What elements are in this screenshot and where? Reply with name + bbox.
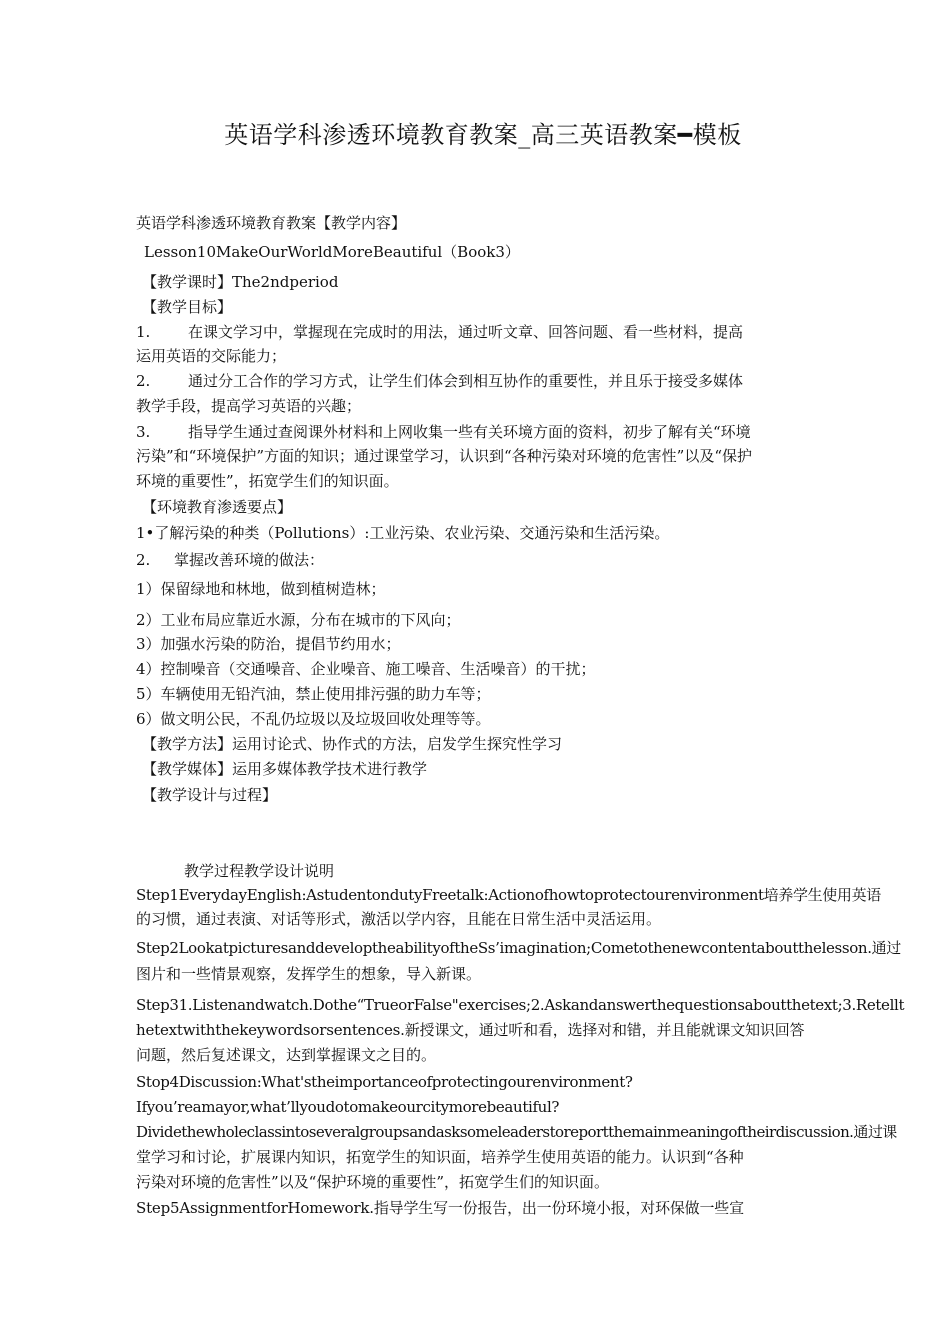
objective-number: 2. <box>136 372 151 390</box>
step4-line4: 堂学习和讨论，扩展课内知识，拓宽学生的知识面，培养学生使用英语的能力。认识到“各种 <box>136 1148 744 1166</box>
lesson-line: Lesson10MakeOurWorldMoreBeautiful（Book3） <box>144 243 520 261</box>
objective-text: 通过分工合作的学习方式，让学生们体会到相互协作的重要性，并且乐于接受多媒体 <box>188 372 744 390</box>
step1-line1: Step1EverydayEnglish:AstudentondutyFreetalk:Actionofhowtoprotectourenvironment培养学生使用英语 <box>136 886 881 904</box>
objective-text: 在课文学习中，掌握现在完成时的用法，通过听文章、回答问题、看一些材料，提高 <box>188 323 744 341</box>
intro-line: 英语学科渗透环境教育教案【教学内容】 <box>136 214 407 232</box>
document-title: 英语学科渗透环境教育教案_高三英语教案━模板 <box>224 121 742 149</box>
objective-3 <box>136 421 826 444</box>
env-item: 4）控制噪音（交通噪音、企业噪音、施工噪音、生活噪音）的干扰； <box>136 660 596 678</box>
env-item: 2）工业布局应靠近水源，分布在城市的下风向； <box>136 611 461 629</box>
step5-line1: Step5AssignmentforHomework.指导学生写一份报告，出一份环境小报，对环保做一些宣 <box>136 1199 744 1217</box>
env-item: 3）加强水污染的防治，提倡节约用水； <box>136 635 401 653</box>
env-item: 1）保留绿地和林地，做到植树造林； <box>136 580 386 598</box>
env-point-2 <box>136 549 826 572</box>
step4-line3: Dividethewholeclassintoseveralgroupsandasksomeleaderstoreportthemainmeaningoftheirdiscussion.通过课 <box>136 1123 897 1141</box>
objective-2-cont: 教学手段，提高学习英语的兴趣； <box>136 397 362 415</box>
step4-line1: Stop4Discussion:What'stheimportanceofprotectingourenvironment? <box>136 1073 633 1091</box>
objective-2 <box>136 370 826 393</box>
design-heading: 【教学设计与过程】 <box>142 786 278 804</box>
env-item: 6）做文明公民，不乱仍垃圾以及垃圾回收处理等等。 <box>136 710 491 728</box>
process-header: 教学过程教学设计说明 <box>184 862 335 880</box>
step3-line1: Step31.Listenandwatch.Dothe“TrueorFalse"exercises;2.Askandanswerthequestionsaboutthetext;3.Retellt <box>136 996 905 1014</box>
step2-line1: Step2LookatpicturesanddeveloptheabilityoftheSs’imagination;Cometothenewcontentaboutthelesson.通过 <box>136 939 901 957</box>
objective-3-cont2: 环境的重要性”，拓宽学生们的知识面。 <box>136 472 399 490</box>
media-line: 【教学媒体】运用多媒体教学技术进行教学 <box>142 760 428 778</box>
step4-line2: Ifyou’reamayor,what’llyoudotomakeourcitymorebeautiful? <box>136 1098 560 1116</box>
objectives-heading: 【教学目标】 <box>142 298 233 316</box>
objective-number: 1. <box>136 323 151 341</box>
method-line: 【教学方法】运用讨论式、协作式的方法，启发学生探究性学习 <box>142 735 563 753</box>
env-point-number: 2. <box>136 551 151 569</box>
objective-3-cont: 污染”和“环境保护”方面的知识；通过课堂学习，认识到“各种污染对环境的危害性”以及“保护 <box>136 447 753 465</box>
env-heading: 【环境教育渗透要点】 <box>142 498 293 516</box>
objective-number: 3. <box>136 423 151 441</box>
step1-line2: 的习惯，通过表演、对话等形式，激活以学内容，且能在日常生活中灵活运用。 <box>136 910 662 928</box>
period-line: 【教学课时】The2ndperiod <box>142 273 339 291</box>
step2-line2: 图片和一些情景观察，发挥学生的想象，导入新课。 <box>136 965 482 983</box>
env-point-1: 1•了解污染的种类（Pollutions）:工业污染、农业污染、交通污染和生活污染。 <box>136 524 670 542</box>
env-point-text: 掌握改善环境的做法： <box>174 551 325 569</box>
objective-text: 指导学生通过查阅课外材料和上网收集一些有关环境方面的资料，初步了解有关“环境 <box>188 423 751 441</box>
env-item: 5）车辆使用无铅汽油，禁止使用排污强的助力车等； <box>136 685 491 703</box>
objective-1 <box>136 321 826 344</box>
step3-line2: hetextwiththekeywordsorsentences.新授课文，通过听和看，选择对和错，并且能就课文知识回答 <box>136 1021 805 1039</box>
objective-1-cont: 运用英语的交际能力； <box>136 347 287 365</box>
step4-line5: 污染对环境的危害性”以及“保护环境的重要性”，拓宽学生们的知识面。 <box>136 1173 610 1191</box>
step3-line3: 问题，然后复述课文，达到掌握课文之目的。 <box>136 1046 437 1064</box>
